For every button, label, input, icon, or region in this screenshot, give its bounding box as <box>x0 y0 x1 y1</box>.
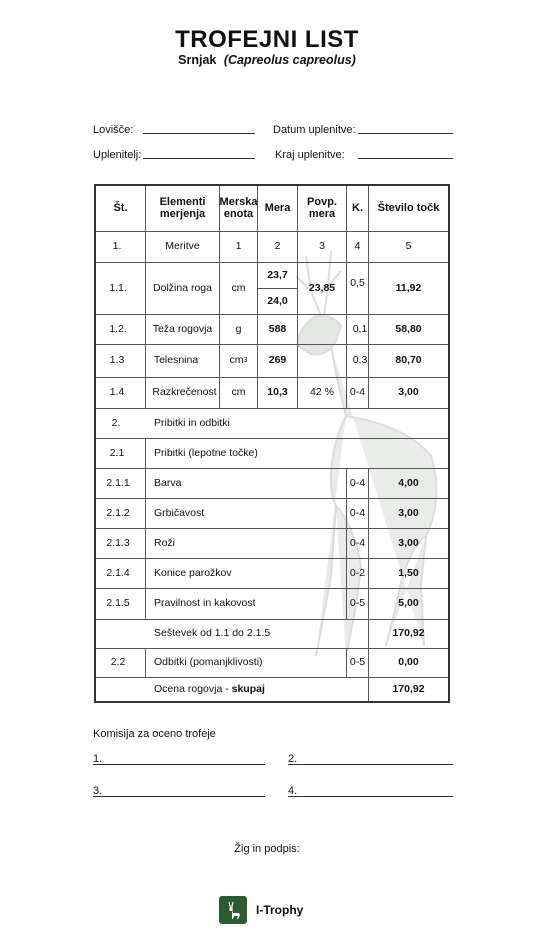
row-element: Telesnina <box>153 354 199 367</box>
row-points: 80,70 <box>395 354 422 367</box>
hunting-date-label: Datum uplenitve: <box>273 124 356 136</box>
commission-label: Komisija za oceno trofeje <box>93 728 216 740</box>
row-number: 2.1.5 <box>106 597 130 610</box>
row-points: 1,50 <box>398 566 419 579</box>
row-element: Odbitki (pomanjklivosti) <box>154 656 263 669</box>
row-measure: 269 <box>268 354 287 367</box>
row-average: 23,85 <box>308 281 336 294</box>
unit-text: cm <box>229 354 244 367</box>
col-header-no: Št. <box>113 201 128 214</box>
col-header-measure: Mera <box>264 201 291 214</box>
index-cell: 2 <box>274 240 281 253</box>
index-cell: 5 <box>405 240 412 253</box>
brand-logo <box>219 896 247 924</box>
row-points: 5,00 <box>398 597 419 610</box>
row-number: 2.2 <box>110 656 126 669</box>
page-title: TROFEJNI LIST <box>175 26 359 53</box>
hunter-field[interactable] <box>143 158 255 159</box>
subtotal-label: Seštevek od 1.1 do 2.1.5 <box>154 627 271 640</box>
row-number: 1.3 <box>109 354 125 367</box>
row-number: 1.4 <box>109 386 125 399</box>
row-k: 0-4 <box>349 506 366 519</box>
row-k: 0,1 <box>352 322 368 335</box>
row-k: 0-4 <box>349 536 366 549</box>
row-points: 3,00 <box>398 506 419 519</box>
commission-member-4-field[interactable] <box>288 796 453 797</box>
deer-icon <box>223 900 243 920</box>
commission-number: 1. <box>93 753 103 765</box>
row-k: 0-4 <box>349 476 366 489</box>
index-cell: 4 <box>354 240 361 253</box>
hunting-place-field[interactable] <box>358 158 453 159</box>
stamp-signature-label: Žig in podpis: <box>234 843 300 855</box>
hunter-label: Uplenitelj: <box>93 149 142 161</box>
row-element: Barva <box>154 476 182 489</box>
row-number: 2.1.4 <box>106 566 130 579</box>
row-points: 58,80 <box>395 322 422 335</box>
row-k: 0,3 <box>352 354 368 367</box>
row-element: Pribitki in odbitki <box>154 416 230 429</box>
row-k: 0-5 <box>349 597 366 610</box>
row-number: 1.1. <box>109 281 127 294</box>
trophy-score-table <box>94 184 450 703</box>
total-label <box>154 678 364 702</box>
row-k: 0-4 <box>349 386 366 399</box>
row-element: Grbičavost <box>154 506 205 519</box>
row-points: 3,00 <box>398 536 419 549</box>
unit-superscript: 3 <box>243 357 248 365</box>
total-label-prefix: Ocena rogovja - <box>154 683 232 696</box>
commission-member-1-field[interactable] <box>93 764 265 765</box>
brand-name: I-Trophy <box>256 903 304 917</box>
row-average: 42 % <box>310 386 334 399</box>
row-points: 0,00 <box>398 656 419 669</box>
row-unit <box>220 345 257 377</box>
hunting-ground-field[interactable] <box>143 133 255 134</box>
col-header-k: K. <box>352 201 363 214</box>
row-element: Roži <box>154 536 176 549</box>
row-measure-right: 24,0 <box>267 294 288 307</box>
row-unit: cm <box>231 281 246 294</box>
row-number: 2.1 <box>109 446 125 459</box>
subtotal-points: 170,92 <box>392 627 425 640</box>
index-cell: 1. <box>112 240 122 253</box>
row-number: 2.1.3 <box>106 536 130 549</box>
row-element: Pravilnost in kakovost <box>154 597 256 610</box>
row-element: Pribitki (lepotne točke) <box>154 446 258 459</box>
row-measure-left: 23,7 <box>267 268 288 281</box>
species-subtitle <box>0 53 534 67</box>
row-k: 0,5 <box>350 277 365 290</box>
col-header-unit: Merska enota <box>219 195 258 220</box>
row-element: Konice parožkov <box>154 566 232 579</box>
species-name: Srnjak <box>178 53 217 67</box>
row-k: 0-2 <box>349 566 366 579</box>
hunting-date-field[interactable] <box>358 133 453 134</box>
row-element: Razkrečenost <box>152 386 217 399</box>
commission-member-2-field[interactable] <box>288 764 453 765</box>
row-points: 11,92 <box>395 281 422 294</box>
commission-number: 3. <box>93 785 103 797</box>
index-cell: 3 <box>319 240 325 253</box>
row-number: 2.1.1 <box>106 476 130 489</box>
species-latin-name: (Capreolus capreolus) <box>223 53 356 67</box>
col-header-points: Število točk <box>377 201 440 214</box>
hunting-place-label: Kraj uplenitve: <box>275 149 345 161</box>
row-element: Dolžina roga <box>153 281 212 294</box>
row-k: 0-5 <box>349 656 366 669</box>
row-measure: 10,3 <box>267 386 288 399</box>
row-number: 2. <box>111 416 121 429</box>
commission-number: 4. <box>288 785 298 797</box>
row-unit: cm <box>231 386 246 399</box>
index-cell: Meritve <box>165 240 200 253</box>
total-points: 170,92 <box>392 683 425 696</box>
row-points: 3,00 <box>398 386 419 399</box>
index-cell: 1 <box>235 240 242 253</box>
hunting-ground-label: Lovišče: <box>93 124 134 136</box>
row-measure: 588 <box>268 322 287 335</box>
row-element: Teža rogovja <box>152 322 213 335</box>
commission-member-3-field[interactable] <box>93 796 265 797</box>
row-unit: g <box>235 322 242 335</box>
col-header-elements: Elementi merjenja <box>159 195 206 220</box>
row-number: 1.2. <box>109 322 127 335</box>
row-points: 4,00 <box>398 476 419 489</box>
row-number: 2.1.2 <box>106 506 130 519</box>
col-header-average: Povp. mera <box>307 195 337 220</box>
total-label-bold: skupaj <box>231 683 265 696</box>
commission-number: 2. <box>288 753 298 765</box>
